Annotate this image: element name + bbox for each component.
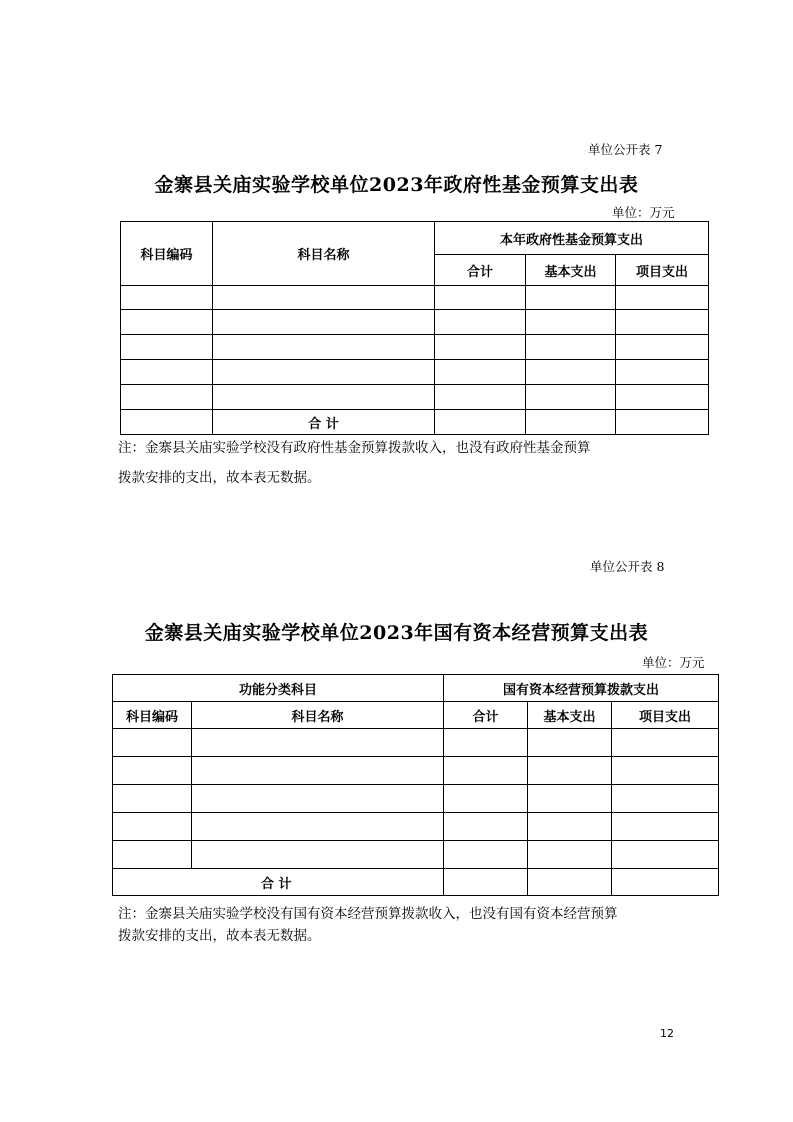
table-cell xyxy=(528,757,612,785)
table-cell xyxy=(526,310,616,335)
table-cell xyxy=(113,813,192,841)
table-cell xyxy=(121,335,213,360)
table7-sum-label: 合 计 xyxy=(213,410,435,435)
table-cell xyxy=(213,385,435,410)
table-row xyxy=(113,757,719,785)
table-cell xyxy=(444,785,528,813)
table7-note-line2: 拨款安排的支出，故本表无数据。 xyxy=(118,470,321,486)
table-row xyxy=(121,310,709,335)
table-cell xyxy=(528,869,612,896)
table-cell xyxy=(213,310,435,335)
table7-tag: 单位公开表 7 xyxy=(588,142,663,157)
table-cell xyxy=(192,785,444,813)
table-cell xyxy=(121,310,213,335)
table-cell xyxy=(213,286,435,310)
table-cell xyxy=(526,286,616,310)
table-cell xyxy=(121,410,213,435)
table-cell xyxy=(192,841,444,869)
table-row xyxy=(113,813,719,841)
table8-header-name: 科目名称 xyxy=(192,702,444,729)
table8-header-code: 科目编码 xyxy=(113,702,192,729)
table-cell xyxy=(435,410,526,435)
table-cell xyxy=(616,310,709,335)
table-cell xyxy=(616,286,709,310)
table8-title: 金寨县关庙实验学校单位2023年国有资本经营预算支出表 xyxy=(144,622,649,644)
table-cell xyxy=(192,813,444,841)
table7-header-group: 本年政府性基金预算支出 xyxy=(435,222,709,255)
table-cell xyxy=(616,360,709,385)
table-cell xyxy=(528,813,612,841)
table-row xyxy=(121,335,709,360)
table7 xyxy=(120,221,709,435)
table-cell xyxy=(616,335,709,360)
table-cell xyxy=(526,335,616,360)
table8-note-line2: 拨款安排的支出，故本表无数据。 xyxy=(118,928,321,944)
table-cell xyxy=(444,757,528,785)
page-number: 12 xyxy=(660,1027,674,1040)
table-cell xyxy=(121,385,213,410)
table7-header-basic: 基本支出 xyxy=(526,255,616,286)
table-cell xyxy=(113,841,192,869)
table-cell xyxy=(616,410,709,435)
table-cell xyxy=(528,841,612,869)
table-cell xyxy=(192,729,444,757)
table-cell xyxy=(526,360,616,385)
table-cell xyxy=(612,841,719,869)
table8-header-func: 功能分类科目 xyxy=(113,675,444,702)
table8 xyxy=(112,674,719,896)
table-cell xyxy=(612,729,719,757)
table-cell xyxy=(444,729,528,757)
table7-header-total: 合计 xyxy=(435,255,526,286)
table-cell xyxy=(612,757,719,785)
table-row xyxy=(113,729,719,757)
table7-header-code: 科目编码 xyxy=(121,222,213,286)
table8-unit: 单位：万元 xyxy=(642,655,705,670)
table-cell xyxy=(616,385,709,410)
table7-note-line1: 注：金寨县关庙实验学校没有政府性基金预算拨款收入，也没有政府性基金预算 xyxy=(118,440,591,456)
table-cell xyxy=(444,841,528,869)
table-cell xyxy=(213,360,435,385)
table7-header-project: 项目支出 xyxy=(616,255,709,286)
table7-title: 金寨县关庙实验学校单位2023年政府性基金预算支出表 xyxy=(154,174,639,196)
table7-unit: 单位：万元 xyxy=(612,205,675,220)
table-cell xyxy=(444,869,528,896)
table8-sum-row xyxy=(113,869,719,896)
table-cell xyxy=(444,813,528,841)
table8-header-project: 项目支出 xyxy=(612,702,719,729)
table-cell xyxy=(113,729,192,757)
table-row xyxy=(113,785,719,813)
table8-header-basic: 基本支出 xyxy=(528,702,612,729)
table8-tag: 单位公开表 8 xyxy=(590,559,665,574)
table8-header-total: 合计 xyxy=(444,702,528,729)
table-cell xyxy=(526,410,616,435)
table-cell xyxy=(121,286,213,310)
table7-header-name: 科目名称 xyxy=(213,222,435,286)
table-row xyxy=(113,841,719,869)
table-cell xyxy=(526,385,616,410)
table-cell xyxy=(435,385,526,410)
table-cell xyxy=(192,757,444,785)
table-cell xyxy=(121,360,213,385)
table-cell xyxy=(435,310,526,335)
table-cell xyxy=(612,813,719,841)
table-cell xyxy=(528,785,612,813)
table-cell xyxy=(528,729,612,757)
table-cell xyxy=(435,286,526,310)
table8-sum-label: 合 计 xyxy=(113,869,444,896)
table-cell xyxy=(435,335,526,360)
table-cell xyxy=(612,869,719,896)
table-cell xyxy=(213,335,435,360)
table-row xyxy=(121,286,709,310)
table-cell xyxy=(435,360,526,385)
table-row xyxy=(121,385,709,410)
table7-sum-row xyxy=(121,410,709,435)
table-row xyxy=(121,360,709,385)
table8-note-line1: 注：金寨县关庙实验学校没有国有资本经营预算拨款收入，也没有国有资本经营预算 xyxy=(118,906,618,922)
table-cell xyxy=(612,785,719,813)
table-cell xyxy=(113,785,192,813)
table-cell xyxy=(113,757,192,785)
table8-header-group: 国有资本经营预算拨款支出 xyxy=(444,675,719,702)
